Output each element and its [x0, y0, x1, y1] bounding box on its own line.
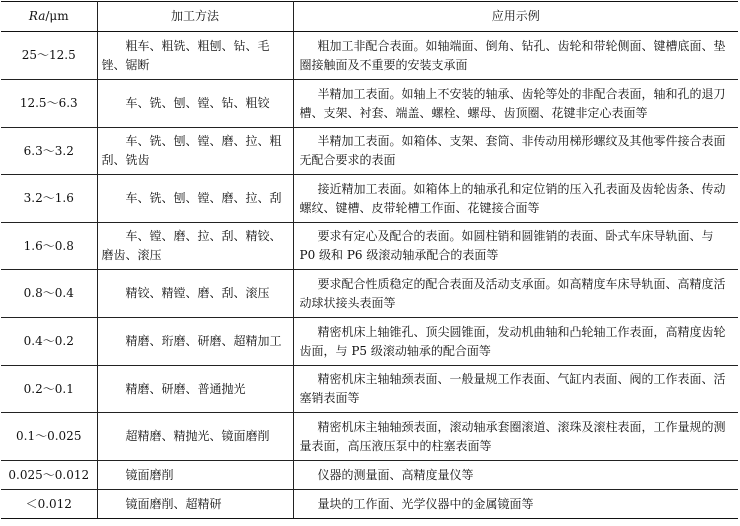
method-cell: 镜面磨削	[97, 461, 293, 490]
table-row	[1, 318, 738, 366]
application-cell: 量块的工作面、光学仪器中的金属镜面等	[293, 490, 738, 519]
ra-value: 0.4～0.2	[1, 318, 97, 366]
method-cell: 精铰、精镗、磨、刮、滚压	[97, 270, 293, 318]
method-cell: 车、铣、刨、镗、磨、拉、粗刮、铣齿	[97, 128, 293, 175]
table-row	[1, 366, 738, 413]
header-method: 加工方法	[97, 2, 293, 32]
method-cell: 超精磨、精抛光、镜面磨削	[97, 413, 293, 461]
application-cell: 精密机床主轴轴颈表面，滚动轴承套圈滚道、滚珠及滚柱表面，工作量规的测量表面，高压液压泵中的柱塞表面等	[293, 413, 738, 461]
application-cell: 精密机床主轴轴颈表面、一般量规工作表面、气缸内表面、阀的工作表面、活塞销表面等	[293, 366, 738, 413]
header-ra-symbol: Ra	[28, 9, 46, 23]
method-cell: 车、铣、刨、镗、钻、粗铰	[97, 80, 293, 128]
ra-value: 0.8～0.4	[1, 270, 97, 318]
table-header-row	[1, 2, 738, 32]
header-ra-unit: /μm	[45, 9, 69, 23]
table-row	[1, 270, 738, 318]
table-row	[1, 490, 738, 519]
table-row	[1, 413, 738, 461]
application-cell: 半精加工表面。如轴上不安装的轴承、齿轮等处的非配合表面，轴和孔的退刀槽、支架、衬套、端盖、螺栓、螺母、齿顶圈、花键非定心表面等	[293, 80, 738, 128]
ra-value: 0.1～0.025	[1, 413, 97, 461]
header-application: 应用示例	[293, 2, 738, 32]
application-cell: 接近精加工表面。如箱体上的轴承孔和定位销的压入孔表面及齿轮齿条、传动螺纹、键槽、皮带轮槽工作面、花键接合面等	[293, 175, 738, 223]
ra-value: 0.2～0.1	[1, 366, 97, 413]
table-row	[1, 175, 738, 223]
application-cell: 粗加工非配合表面。如轴端面、倒角、钻孔、齿轮和带轮侧面、键槽底面、垫圈接触面及不重要的安装支承面	[293, 32, 738, 80]
table-row	[1, 223, 738, 270]
method-cell: 车、铣、刨、镗、磨、拉、刮	[97, 175, 293, 223]
ra-value: 25～12.5	[1, 32, 97, 80]
roughness-table	[1, 1, 738, 519]
ra-value: 1.6～0.8	[1, 223, 97, 270]
table-row	[1, 461, 738, 490]
table-row	[1, 128, 738, 175]
method-cell: 精磨、研磨、普通抛光	[97, 366, 293, 413]
header-ra	[1, 2, 97, 32]
application-cell: 半精加工表面。如箱体、支架、套筒、非传动用梯形螺纹及其他零件接合表面无配合要求的表面	[293, 128, 738, 175]
ra-value: 6.3～3.2	[1, 128, 97, 175]
table-row	[1, 80, 738, 128]
ra-value: 0.025～0.012	[1, 461, 97, 490]
table-row	[1, 32, 738, 80]
method-cell: 精磨、珩磨、研磨、超精加工	[97, 318, 293, 366]
ra-value: 12.5～6.3	[1, 80, 97, 128]
application-cell: 要求配合性质稳定的配合表面及活动支承面。如高精度车床导轨面、高精度活动球状接头表面等	[293, 270, 738, 318]
application-cell: 精密机床上轴锥孔、顶尖圆锥面，发动机曲轴和凸轮轴工作表面，高精度齿轮齿面，与 P5 级滚动轴承的配合面等	[293, 318, 738, 366]
method-cell: 车、镗、磨、拉、刮、精铰、磨齿、滚压	[97, 223, 293, 270]
application-cell: 仪器的测量面、高精度量仪等	[293, 461, 738, 490]
application-cell: 要求有定心及配合的表面。如圆柱销和圆锥销的表面、卧式车床导轨面、与 P0 级和 P6 级滚动轴承配合的表面等	[293, 223, 738, 270]
ra-value: 3.2～1.6	[1, 175, 97, 223]
method-cell: 镜面磨削、超精研	[97, 490, 293, 519]
method-cell: 粗车、粗铣、粗刨、钻、毛锉、锯断	[97, 32, 293, 80]
ra-value: ＜0.012	[1, 490, 97, 519]
